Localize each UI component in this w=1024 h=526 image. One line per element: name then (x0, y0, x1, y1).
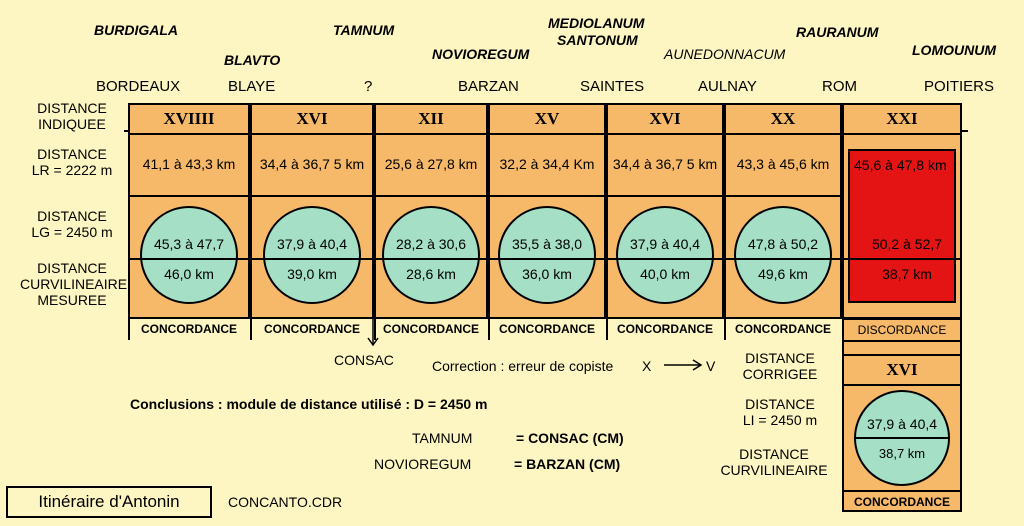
lg-distance: 35,5 à 38,0 (511, 236, 583, 252)
correction-text: Correction : erreur de copiste (432, 358, 614, 374)
status-concordance: CONCORDANCE (499, 322, 595, 336)
lg-distance: 37,9 à 40,4 (276, 236, 348, 252)
measured-distance: 39,0 km (287, 266, 337, 282)
roman-distance: XVI (252, 105, 372, 135)
column-rauranum-lomounum (842, 103, 962, 319)
lr-distance: 25,6 à 27,8 km (376, 133, 486, 197)
arrow-down-icon (366, 318, 380, 350)
ancient-name-santonum: SANTONUM (557, 32, 638, 48)
measured-distance: 36,0 km (522, 266, 572, 282)
distance-circle (498, 206, 596, 304)
row-divider (252, 258, 372, 260)
roman-distance: XXI (844, 105, 960, 135)
corrected-measured: 38,7 km (878, 446, 926, 461)
equivalence-left-novioregum: NOVIOREGUM (374, 456, 472, 472)
row-divider (608, 258, 722, 260)
correction-from: X (642, 358, 652, 374)
ancient-name-tamnum: TAMNUM (333, 22, 395, 38)
equivalence-right-consac: = CONSAC (CM) (516, 430, 624, 446)
column-mediolanum-aunedonnacum (606, 103, 724, 319)
roman-distance: XX (726, 105, 840, 135)
roman-distance: XII (376, 105, 486, 135)
column-novioregum-mediolanum (488, 103, 606, 319)
modern-name-barzan: BARZAN (458, 78, 519, 95)
lg-distance: 47,8 à 50,2 (747, 236, 819, 252)
measured-distance: 46,0 km (164, 266, 214, 282)
measured-distance: 49,6 km (758, 266, 808, 282)
ancient-name-lomounum: LOMOUNUM (912, 42, 996, 58)
status-discordance: DISCORDANCE (844, 320, 960, 342)
ancient-name-novioregum: NOVIOREGUM (432, 46, 530, 62)
row-divider (726, 258, 840, 260)
status-concordance: CONCORDANCE (617, 322, 713, 336)
footer-filename: CONCANTO.CDR (228, 494, 343, 510)
modern-name-unknown: ? (364, 78, 373, 95)
modern-name-aulnay: AULNAY (698, 78, 757, 95)
label-distance-curvilineaire: DISTANCE CURVILINEAIRE (720, 446, 828, 478)
lg-distance: 50,2 à 52,7 (871, 236, 943, 252)
lr-distance: 41,1 à 43,3 km (130, 133, 248, 197)
lg-distance: 28,2 à 30,6 (395, 236, 467, 252)
distance-circle (140, 206, 238, 304)
ancient-name-burdigala: BURDIGALA (94, 22, 178, 38)
corrected-roman: XVI (844, 354, 960, 386)
distance-circle (734, 206, 832, 304)
row-label-curvilineaire: DISTANCE CURVILINEAIRE MESUREE (20, 260, 128, 308)
distance-circle (616, 206, 714, 304)
modern-name-poitiers: POITIERS (924, 78, 995, 95)
footer-title-box: Itinéraire d'Antonin (6, 486, 212, 518)
column-burdigala-blavto (128, 103, 250, 319)
status-concordance: CONCORDANCE (141, 322, 237, 336)
status-concordance: CONCORDANCE (264, 322, 360, 336)
measured-distance: 40,0 km (640, 266, 690, 282)
ancient-name-blavto: BLAVTO (224, 52, 281, 68)
distance-circle (263, 206, 361, 304)
lr-distance: 43,3 à 45,6 km (726, 133, 840, 197)
label-distance-li: DISTANCE LI = 2450 m (742, 396, 818, 428)
column-tamnum-novioregum (374, 103, 488, 319)
ancient-name-aunedonnacum: AUNEDONNACUM (664, 46, 786, 62)
consac-label: CONSAC (334, 352, 394, 368)
ancient-name-mediolanum: MEDIOLANUM (548, 15, 645, 31)
roman-distance: XVIIII (130, 105, 248, 135)
distance-circle (382, 206, 480, 304)
status-concordance-corrected: CONCORDANCE (844, 490, 960, 512)
modern-name-blaye: BLAYE (228, 78, 276, 95)
lg-distance: 37,9 à 40,4 (629, 236, 701, 252)
modern-name-saintes: SAINTES (580, 78, 645, 95)
column-blavto-tamnum (250, 103, 374, 319)
lr-distance: 45,6 à 47,8 km (854, 157, 947, 173)
label-distance-corrigee: DISTANCE CORRIGEE (742, 350, 818, 382)
row-label-lr: DISTANCE LR = 2222 m (31, 146, 113, 178)
corrected-column (842, 318, 962, 512)
row-divider (130, 258, 248, 260)
status-concordance: CONCORDANCE (383, 322, 479, 336)
measured-distance: 28,6 km (406, 266, 456, 282)
lr-distance: 32,2 à 34,4 Km (490, 133, 604, 197)
lr-distance: 34,4 à 36,7 5 km (252, 133, 372, 197)
row-label-lg: DISTANCE LG = 2450 m (31, 208, 113, 240)
arrow-right-icon (664, 358, 704, 372)
modern-name-rom: ROM (822, 78, 857, 95)
ancient-name-rauranum: RAURANUM (796, 24, 879, 40)
row-divider (376, 258, 486, 260)
measured-distance: 38,7 km (882, 266, 932, 282)
row-divider (490, 258, 604, 260)
roman-distance: XV (490, 105, 604, 135)
lr-distance: 34,4 à 36,7 5 km (608, 133, 722, 197)
corrected-divider (854, 437, 950, 439)
correction-to: V (706, 358, 716, 374)
conclusions-text: Conclusions : module de distance utilisé : D = 2450 m (130, 396, 488, 412)
roman-distance: XVI (608, 105, 722, 135)
row-label-indiquee: DISTANCE INDIQUEE (37, 100, 107, 132)
status-concordance: CONCORDANCE (735, 322, 831, 336)
column-aunedonnacum-rauranum (724, 103, 842, 319)
lg-distance: 45,3 à 47,7 (153, 236, 225, 252)
corrected-lg: 37,9 à 40,4 (866, 416, 938, 432)
equivalence-right-barzan: = BARZAN (CM) (514, 456, 621, 472)
equivalence-left-tamnum: TAMNUM (412, 430, 473, 446)
row-divider (844, 258, 960, 260)
modern-name-bordeaux: BORDEAUX (96, 78, 181, 95)
